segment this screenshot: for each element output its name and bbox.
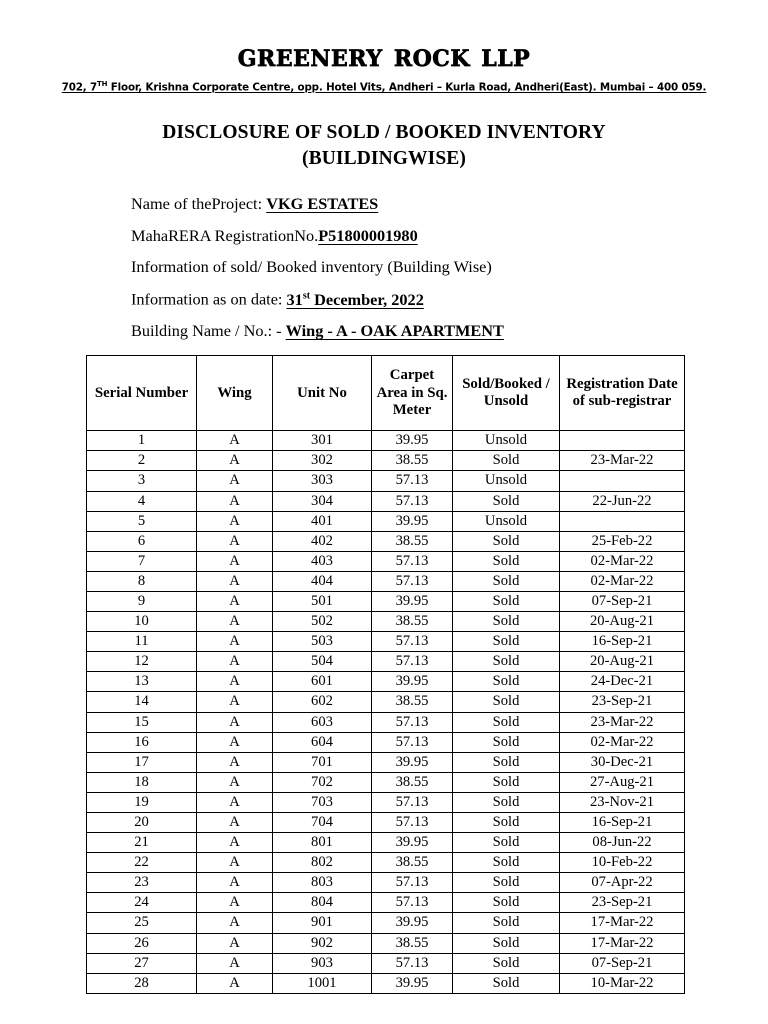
cell-unit-no: 501 xyxy=(273,591,372,611)
cell-serial-number: 27 xyxy=(87,953,197,973)
cell-serial-number: 2 xyxy=(87,451,197,471)
table-row xyxy=(87,732,685,752)
as-on-date-value xyxy=(287,290,424,309)
cell-unit-no: 503 xyxy=(273,632,372,652)
cell-serial-number: 26 xyxy=(87,933,197,953)
cell-carpet-area: 57.13 xyxy=(372,632,453,652)
address-prefix: 702, 7 xyxy=(61,80,97,93)
cell-registration-date: 07-Apr-22 xyxy=(560,873,685,893)
cell-serial-number: 5 xyxy=(87,511,197,531)
rera-registration-label: MahaRERA RegistrationNo. xyxy=(131,225,319,245)
cell-status: Sold xyxy=(453,692,560,712)
table-row xyxy=(87,431,685,451)
inventory-table xyxy=(86,355,685,994)
cell-serial-number: 14 xyxy=(87,692,197,712)
table-row xyxy=(87,612,685,632)
column-header-serial-number: Serial Number xyxy=(87,356,197,431)
company-address xyxy=(0,80,768,93)
rera-registration-value: P51800001980 xyxy=(318,225,418,245)
cell-carpet-area: 38.55 xyxy=(372,451,453,471)
inventory-note-line xyxy=(131,259,768,275)
cell-carpet-area: 38.55 xyxy=(372,531,453,551)
cell-wing: A xyxy=(197,692,273,712)
cell-status: Sold xyxy=(453,712,560,732)
cell-status: Unsold xyxy=(453,511,560,531)
cell-unit-no: 902 xyxy=(273,933,372,953)
cell-status: Sold xyxy=(453,933,560,953)
cell-status: Sold xyxy=(453,571,560,591)
cell-wing: A xyxy=(197,451,273,471)
as-on-date-ordinal-suffix: st xyxy=(302,290,311,302)
cell-status: Sold xyxy=(453,792,560,812)
table-row xyxy=(87,491,685,511)
cell-status: Sold xyxy=(453,672,560,692)
cell-registration-date: 23-Sep-21 xyxy=(560,893,685,913)
cell-registration-date: 16-Sep-21 xyxy=(560,632,685,652)
cell-status: Sold xyxy=(453,953,560,973)
address-rest: Floor, Krishna Corporate Centre, opp. Hotel Vits, Andheri – Kurla Road, Andheri(East). Mumbai – 400 059. xyxy=(107,80,707,93)
cell-unit-no: 502 xyxy=(273,612,372,632)
table-row xyxy=(87,451,685,471)
cell-status: Sold xyxy=(453,451,560,471)
cell-registration-date: 08-Jun-22 xyxy=(560,833,685,853)
cell-status: Sold xyxy=(453,833,560,853)
cell-unit-no: 604 xyxy=(273,732,372,752)
cell-serial-number: 12 xyxy=(87,652,197,672)
cell-unit-no: 901 xyxy=(273,913,372,933)
cell-status: Sold xyxy=(453,551,560,571)
cell-wing: A xyxy=(197,712,273,732)
table-row xyxy=(87,551,685,571)
cell-status: Sold xyxy=(453,772,560,792)
cell-carpet-area: 57.13 xyxy=(372,652,453,672)
cell-unit-no: 704 xyxy=(273,813,372,833)
cell-status: Sold xyxy=(453,873,560,893)
cell-registration-date: 07-Sep-21 xyxy=(560,953,685,973)
cell-status: Unsold xyxy=(453,471,560,491)
table-row xyxy=(87,511,685,531)
cell-unit-no: 1001 xyxy=(273,973,372,993)
cell-wing: A xyxy=(197,813,273,833)
cell-wing: A xyxy=(197,973,273,993)
cell-registration-date: 10-Mar-22 xyxy=(560,973,685,993)
cell-registration-date: 10-Feb-22 xyxy=(560,853,685,873)
table-row xyxy=(87,833,685,853)
cell-carpet-area: 39.95 xyxy=(372,672,453,692)
cell-status: Sold xyxy=(453,591,560,611)
cell-unit-no: 803 xyxy=(273,873,372,893)
cell-serial-number: 10 xyxy=(87,612,197,632)
cell-carpet-area: 57.13 xyxy=(372,551,453,571)
cell-unit-no: 601 xyxy=(273,672,372,692)
cell-carpet-area: 38.55 xyxy=(372,853,453,873)
cell-wing: A xyxy=(197,893,273,913)
cell-wing: A xyxy=(197,672,273,692)
cell-carpet-area: 57.13 xyxy=(372,953,453,973)
cell-unit-no: 301 xyxy=(273,431,372,451)
cell-carpet-area: 38.55 xyxy=(372,933,453,953)
cell-serial-number: 20 xyxy=(87,813,197,833)
cell-unit-no: 701 xyxy=(273,752,372,772)
inventory-table-wrap xyxy=(86,355,684,994)
cell-status: Sold xyxy=(453,853,560,873)
cell-unit-no: 702 xyxy=(273,772,372,792)
cell-registration-date: 27-Aug-21 xyxy=(560,772,685,792)
cell-carpet-area: 57.13 xyxy=(372,571,453,591)
building-name-label: Building Name / No.: - xyxy=(131,321,286,341)
cell-wing: A xyxy=(197,913,273,933)
cell-serial-number: 11 xyxy=(87,632,197,652)
table-row xyxy=(87,471,685,491)
cell-wing: A xyxy=(197,571,273,591)
table-row xyxy=(87,692,685,712)
table-row xyxy=(87,652,685,672)
cell-serial-number: 19 xyxy=(87,792,197,812)
cell-wing: A xyxy=(197,833,273,853)
cell-carpet-area: 57.13 xyxy=(372,813,453,833)
cell-status: Sold xyxy=(453,652,560,672)
cell-wing: A xyxy=(197,953,273,973)
cell-carpet-area: 38.55 xyxy=(372,692,453,712)
cell-status: Sold xyxy=(453,491,560,511)
project-name-value: VKG ESTATES xyxy=(266,193,379,213)
cell-status: Sold xyxy=(453,632,560,652)
as-on-date-rest: December, 2022 xyxy=(310,289,424,309)
cell-serial-number: 25 xyxy=(87,913,197,933)
inventory-table-body xyxy=(87,431,685,994)
table-row xyxy=(87,873,685,893)
cell-wing: A xyxy=(197,612,273,632)
cell-unit-no: 401 xyxy=(273,511,372,531)
cell-unit-no: 603 xyxy=(273,712,372,732)
table-row xyxy=(87,752,685,772)
cell-wing: A xyxy=(197,591,273,611)
cell-serial-number: 7 xyxy=(87,551,197,571)
table-row xyxy=(87,893,685,913)
cell-wing: A xyxy=(197,792,273,812)
cell-registration-date: 23-Nov-21 xyxy=(560,792,685,812)
cell-registration-date xyxy=(560,431,685,451)
cell-wing: A xyxy=(197,873,273,893)
building-name-value: Wing - A - OAK APARTMENT xyxy=(285,321,504,341)
cell-carpet-area: 38.55 xyxy=(372,612,453,632)
cell-serial-number: 21 xyxy=(87,833,197,853)
cell-serial-number: 13 xyxy=(87,672,197,692)
cell-carpet-area: 57.13 xyxy=(372,873,453,893)
cell-wing: A xyxy=(197,853,273,873)
table-row xyxy=(87,591,685,611)
cell-registration-date: 16-Sep-21 xyxy=(560,813,685,833)
cell-carpet-area: 57.13 xyxy=(372,893,453,913)
table-row xyxy=(87,531,685,551)
table-row xyxy=(87,632,685,652)
cell-unit-no: 903 xyxy=(273,953,372,973)
cell-status: Unsold xyxy=(453,431,560,451)
inventory-note-text: Information of sold/ Booked inventory (Building Wise) xyxy=(131,257,492,277)
project-name-label: Name of theProject: xyxy=(131,193,267,213)
cell-wing: A xyxy=(197,772,273,792)
cell-registration-date xyxy=(560,511,685,531)
cell-registration-date: 22-Jun-22 xyxy=(560,491,685,511)
cell-status: Sold xyxy=(453,913,560,933)
cell-carpet-area: 39.95 xyxy=(372,833,453,853)
cell-carpet-area: 39.95 xyxy=(372,431,453,451)
cell-registration-date: 25-Feb-22 xyxy=(560,531,685,551)
cell-unit-no: 504 xyxy=(273,652,372,672)
company-name: greenery rock llp xyxy=(237,38,531,74)
table-row xyxy=(87,813,685,833)
cell-serial-number: 3 xyxy=(87,471,197,491)
cell-registration-date: 20-Aug-21 xyxy=(560,612,685,632)
column-header-registration-date: Registration Date of sub-registrar xyxy=(560,356,685,431)
as-on-date-label: Information as on date: xyxy=(131,289,287,309)
letterhead xyxy=(0,0,768,93)
cell-unit-no: 403 xyxy=(273,551,372,571)
cell-carpet-area: 39.95 xyxy=(372,973,453,993)
cell-wing: A xyxy=(197,933,273,953)
cell-serial-number: 16 xyxy=(87,732,197,752)
as-on-date-day: 31 xyxy=(286,289,303,309)
cell-registration-date: 23-Sep-21 xyxy=(560,692,685,712)
cell-status: Sold xyxy=(453,732,560,752)
cell-serial-number: 24 xyxy=(87,893,197,913)
table-row xyxy=(87,853,685,873)
cell-carpet-area: 39.95 xyxy=(372,752,453,772)
cell-serial-number: 23 xyxy=(87,873,197,893)
cell-registration-date: 02-Mar-22 xyxy=(560,551,685,571)
table-row xyxy=(87,672,685,692)
document-title-line2: (BUILDINGWISE) xyxy=(302,147,466,169)
address-ordinal-suffix: TH xyxy=(97,79,108,88)
document-title xyxy=(0,120,768,172)
cell-registration-date: 24-Dec-21 xyxy=(560,672,685,692)
cell-registration-date: 17-Mar-22 xyxy=(560,933,685,953)
cell-unit-no: 302 xyxy=(273,451,372,471)
table-row xyxy=(87,712,685,732)
cell-serial-number: 6 xyxy=(87,531,197,551)
cell-registration-date: 17-Mar-22 xyxy=(560,913,685,933)
cell-status: Sold xyxy=(453,612,560,632)
cell-carpet-area: 57.13 xyxy=(372,732,453,752)
inventory-table-head xyxy=(87,356,685,431)
cell-wing: A xyxy=(197,551,273,571)
cell-unit-no: 804 xyxy=(273,893,372,913)
cell-carpet-area: 57.13 xyxy=(372,471,453,491)
cell-serial-number: 28 xyxy=(87,973,197,993)
cell-carpet-area: 57.13 xyxy=(372,491,453,511)
cell-unit-no: 404 xyxy=(273,571,372,591)
cell-unit-no: 703 xyxy=(273,792,372,812)
document-title-line1: DISCLOSURE OF SOLD / BOOKED INVENTORY xyxy=(162,121,606,143)
column-header-carpet-area: Carpet Area in Sq. Meter xyxy=(372,356,453,431)
cell-unit-no: 802 xyxy=(273,853,372,873)
cell-serial-number: 17 xyxy=(87,752,197,772)
cell-status: Sold xyxy=(453,893,560,913)
table-row xyxy=(87,571,685,591)
cell-registration-date: 30-Dec-21 xyxy=(560,752,685,772)
cell-serial-number: 15 xyxy=(87,712,197,732)
cell-unit-no: 402 xyxy=(273,531,372,551)
cell-serial-number: 8 xyxy=(87,571,197,591)
cell-serial-number: 4 xyxy=(87,491,197,511)
building-name-line xyxy=(131,323,768,339)
cell-status: Sold xyxy=(453,973,560,993)
cell-status: Sold xyxy=(453,752,560,772)
rera-registration-line xyxy=(131,225,768,245)
cell-serial-number: 9 xyxy=(87,591,197,611)
cell-wing: A xyxy=(197,732,273,752)
cell-carpet-area: 39.95 xyxy=(372,511,453,531)
project-name-line xyxy=(131,193,768,213)
cell-status: Sold xyxy=(453,531,560,551)
cell-registration-date xyxy=(560,471,685,491)
cell-wing: A xyxy=(197,511,273,531)
table-row xyxy=(87,913,685,933)
table-row xyxy=(87,933,685,953)
cell-registration-date: 23-Mar-22 xyxy=(560,451,685,471)
table-header-row xyxy=(87,356,685,431)
cell-carpet-area: 57.13 xyxy=(372,712,453,732)
column-header-wing: Wing xyxy=(197,356,273,431)
cell-wing: A xyxy=(197,471,273,491)
table-row xyxy=(87,772,685,792)
table-row xyxy=(87,792,685,812)
column-header-sold-booked-unsold: Sold/Booked / Unsold xyxy=(453,356,560,431)
cell-status: Sold xyxy=(453,813,560,833)
cell-carpet-area: 39.95 xyxy=(372,591,453,611)
cell-registration-date: 02-Mar-22 xyxy=(560,732,685,752)
table-row xyxy=(87,973,685,993)
cell-carpet-area: 57.13 xyxy=(372,792,453,812)
cell-unit-no: 304 xyxy=(273,491,372,511)
cell-unit-no: 303 xyxy=(273,471,372,491)
cell-registration-date: 23-Mar-22 xyxy=(560,712,685,732)
project-info-block xyxy=(131,193,768,341)
cell-registration-date: 02-Mar-22 xyxy=(560,571,685,591)
cell-wing: A xyxy=(197,431,273,451)
cell-wing: A xyxy=(197,491,273,511)
cell-serial-number: 18 xyxy=(87,772,197,792)
table-row xyxy=(87,953,685,973)
cell-carpet-area: 38.55 xyxy=(372,772,453,792)
cell-serial-number: 1 xyxy=(87,431,197,451)
cell-unit-no: 801 xyxy=(273,833,372,853)
cell-registration-date: 07-Sep-21 xyxy=(560,591,685,611)
as-on-date-line xyxy=(131,291,768,308)
cell-unit-no: 602 xyxy=(273,692,372,712)
cell-carpet-area: 39.95 xyxy=(372,913,453,933)
cell-wing: A xyxy=(197,752,273,772)
cell-wing: A xyxy=(197,652,273,672)
column-header-unit-no: Unit No xyxy=(273,356,372,431)
cell-wing: A xyxy=(197,632,273,652)
cell-wing: A xyxy=(197,531,273,551)
cell-serial-number: 22 xyxy=(87,853,197,873)
cell-registration-date: 20-Aug-21 xyxy=(560,652,685,672)
